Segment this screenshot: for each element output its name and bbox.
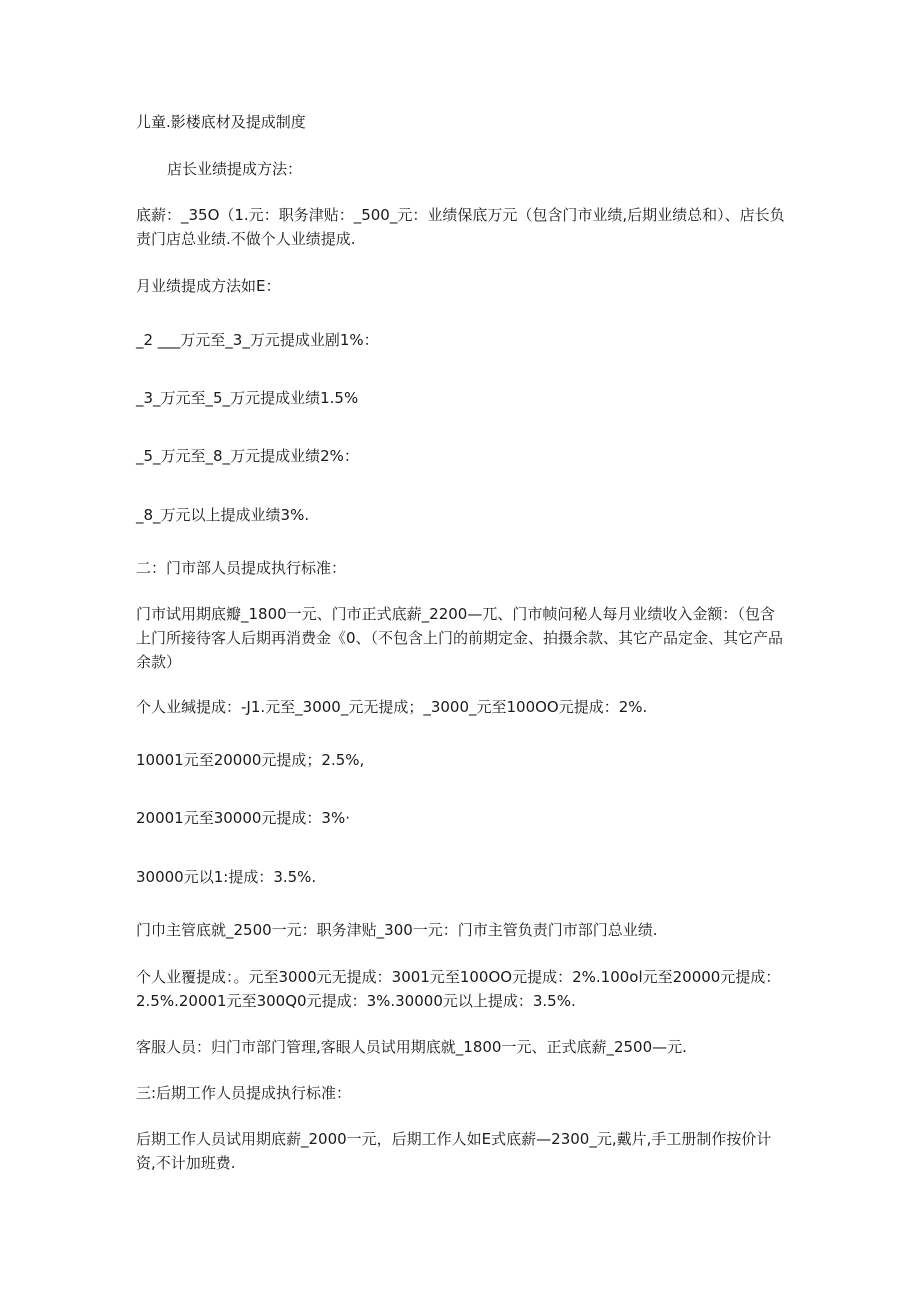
paragraph-tier-3: _5_万元至_8_万元提成业绩2%：: [136, 447, 359, 465]
paragraph-commission-tier-3: 20001元至30000元提成：3%·: [136, 809, 350, 827]
paragraph-commission-tier-4: 30000元以1:提成：3.5%.: [136, 868, 317, 886]
paragraph-storefront-salary: 门市试用期底瓣_1800一元、门市正式底薪_2200—兀、门市帧问秘人每月业绩收入金额：（包含上门所接待客人后期再消费金《0、（不包含上门的前期定金、拍摄余款、其它产品定金、其它产品余款）: [136, 605, 784, 671]
paragraph-supervisor-commission: 个人业覆提成：。元至3000元无提成：3001元至100OO元提成：2%.100ol元至20000元提成：2.5%.20001元至300Q0元提成：3%.30000元以上提成：3.5%.: [136, 968, 781, 1010]
paragraph-tier-1: _2 ___万元至_3_万元提成业剧1%：: [136, 331, 379, 349]
paragraph-tier-2: _3_万元至_5_万元提成业绩1.5%: [136, 389, 359, 407]
paragraph-base-salary: 底薪：_35O（1.元：职务津贴：_500_元：业绩保底万元（包含门市业绩,后期业绩总和）、店长负责门店总业绩.不做个人业绩提成.: [136, 206, 785, 248]
paragraph-monthly-method: 月业绩提成方法如E：: [136, 277, 281, 295]
paragraph-supervisor-salary: 门巾主管底就_2500一元：职务津贴_300一元：门市主管负责门市部门总业绩.: [136, 921, 658, 939]
paragraph-customer-service: 客服人员：归门市部门管理,客眼人员试用期底就_1800一元、正式底薪_2500—元.: [136, 1038, 687, 1056]
document-title: 儿童.影楼底材及提成制度: [136, 113, 306, 131]
paragraph-section-two-heading: 二：门市部人员提成执行标准：: [136, 559, 347, 577]
paragraph-commission-tier-2: 10001元至20000元提成；2.5%,: [136, 751, 365, 769]
paragraph-store-manager-heading: 店长业绩提成方法：: [167, 160, 303, 178]
paragraph-personal-commission: 个人业缄提成：-J1.元至_3000_元无提成；_3000_元至100OO元提成：2%.: [136, 698, 648, 716]
paragraph-section-three-heading: 三:后期工作人员提成执行标准：: [136, 1084, 352, 1102]
paragraph-tier-4: _8_万元以上提成业绩3%.: [136, 506, 310, 524]
paragraph-post-production-salary: 后期工作人员试用期底薪_2000一元，后期工作人如E式底薪—2300_元,戴片,手工册制作按价计资,不计加班费.: [136, 1130, 772, 1172]
